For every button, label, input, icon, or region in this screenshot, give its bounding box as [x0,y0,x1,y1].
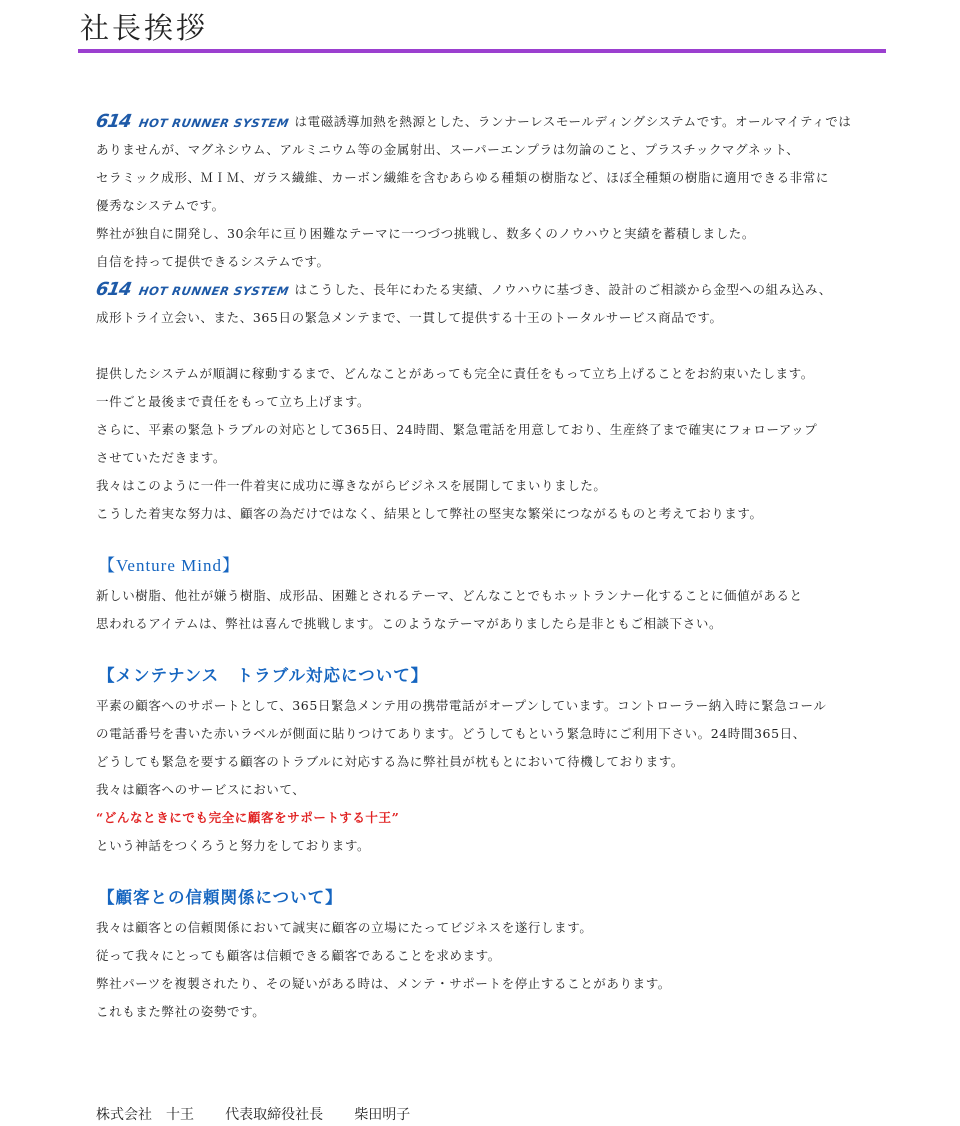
page-title: 社長挨拶 [80,11,209,45]
intro-line-1: 614 HOT RUNNER SYSTEM は電磁誘導加熱を熱源とした、ランナーレスモールディングシステムです。オールマイティでは [96,108,896,136]
venture-line-2: 思われるアイテムは、弊社は喜んで挑戦します。このようなテーマがありましたら是非ともご相談下さい。 [96,616,723,631]
commitment-line-2: 一件ごと最後まで責任をもって立ち上げます。 [96,394,371,409]
intro-line-6: 自信を持って提供できるシステムです。 [96,254,330,269]
title-divider [78,49,886,53]
signature [96,1104,410,1124]
intro-line-5: 弊社が独自に開発し、30余年に亘り困難なテーマに一つづつ挑戦し、数多くのノウハウと実績を蓄積しました。 [96,226,756,241]
maintenance-heading: 【メンテナンス トラブル対応について】 [98,666,429,685]
intro-line-4: 優秀なシステムです。 [96,198,225,213]
intro-line-2: ありませんが、マグネシウム、アルミニウム等の金属射出、スーパーエンプラは勿論のこと、プラスチックマグネット、 [96,142,800,157]
intro-line-3: セラミック成形、ＭＩＭ、ガラス繊維、カーボン繊維を含むあらゆる種類の樹脂など、ほぼ全種類の樹脂に適用できる非常に [96,170,829,185]
trust-line-2: 従って我々にとっても顧客は信頼できる顧客であることを求めます。 [96,948,501,963]
maintenance-line-2: の電話番号を書いた赤いラベルが側面に貼りつけてあります。どうしてもという緊急時にご利用下さい。24時間365日、 [96,726,806,741]
commitment-line-4: させていただきます。 [96,450,227,465]
trust-heading: 【顧客との信頼関係について】 [98,888,343,907]
intro-line-7: 614 HOT RUNNER SYSTEM はこうした、長年にわたる実績、ノウハウに基づき、設計のご相談から金型への組み込み、 [96,276,896,304]
hot-runner-logo: 614 HOT RUNNER SYSTEM [94,111,290,132]
maintenance-line-5: という神話をつくろうと努力をしております。 [96,838,371,853]
trust-line-3: 弊社パーツを複製されたり、その疑いがある時は、メンテ・サポートを停止することがあります。 [96,976,671,991]
president-title: 代表取締役社長 [225,1107,324,1123]
commitment-line-5: 我々はこのように一件一件着実に成功に導きながらビジネスを展開してまいりました。 [96,478,607,493]
maintenance-line-1: 平素の顧客へのサポートとして、365日緊急メンテ用の携帯電話がオープンしています。コントローラー納入時に緊急コール [96,698,827,713]
maintenance-line-4: 我々は顧客へのサービスにおいて、 [96,782,306,797]
company-name: 株式会社 十王 [96,1107,194,1123]
intro-line-8: 成形トライ立会い、また、365日の緊急メンテまで、一貫して提供する十王のトータルサービス商品です。 [96,310,723,325]
hot-runner-logo: 614 HOT RUNNER SYSTEM [94,279,290,300]
commitment-line-6: こうした着実な努力は、顧客の為だけではなく、結果として弊社の堅実な繁栄につながるものと考えております。 [96,506,763,521]
message-body [96,108,896,1026]
commitment-line-3: さらに、平素の緊急トラブルの対応として365日、24時間、緊急電話を用意しており、生産終了まで確実にフォローアップ [96,422,818,437]
trust-line-4: これもまた弊社の姿勢です。 [96,1004,266,1019]
commitment-line-1: 提供したシステムが順調に稼動するまで、どんなことがあっても完全に責任をもって立ち上げることをお約束いたします。 [96,366,814,381]
venture-mind-heading: 【Venture Mind】 [98,556,240,575]
trust-line-1: 我々は顧客との信頼関係において誠実に顧客の立場にたってビジネスを遂行します。 [96,920,593,935]
maintenance-line-3: どうしても緊急を要する顧客のトラブルに対応する為に弊社員が枕もとにおいて待機しております。 [96,754,685,769]
motto-text: “どんなときにでも完全に顧客をサポートする十王” [96,810,400,825]
venture-line-1: 新しい樹脂、他社が嫌う樹脂、成形品、困難とされるテーマ、どんなことでもホットランナー化することに価値があると [96,588,803,603]
president-name: 柴田明子 [354,1107,411,1123]
